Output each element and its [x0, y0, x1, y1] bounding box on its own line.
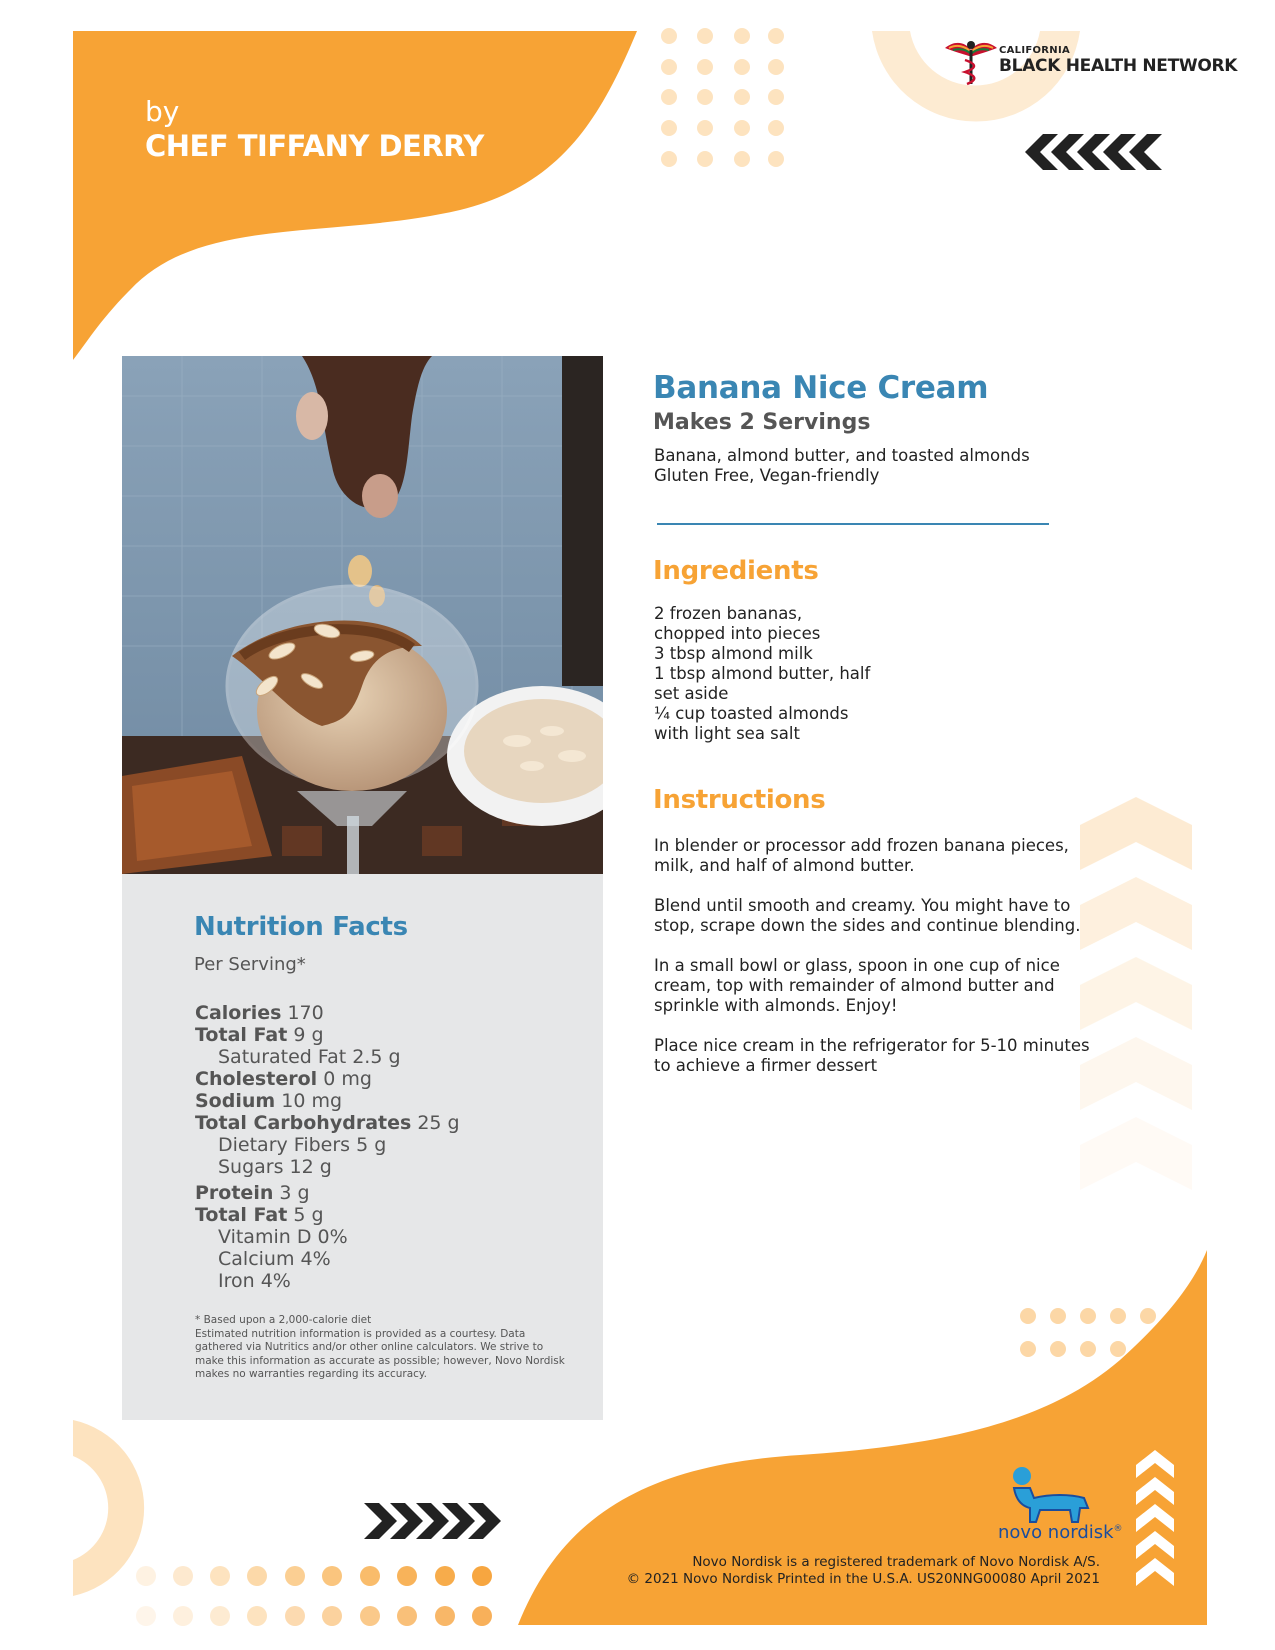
- nutrition-label: Total Fat: [195, 1024, 288, 1046]
- nutrition-row: [195, 1182, 595, 1204]
- nutrition-row: [195, 1248, 595, 1270]
- nutrition-row: [195, 1024, 595, 1046]
- instruction-line: Place nice cream in the refrigerator for 5-10 minutes: [654, 1036, 1090, 1055]
- instruction-line: milk, and half of almond butter.: [654, 856, 915, 875]
- instruction-step: [654, 896, 1094, 936]
- nutrition-row: [195, 1002, 595, 1024]
- nutrition-row: [195, 1112, 595, 1134]
- ingredient-line: set aside: [654, 684, 729, 703]
- recipe-description: [654, 446, 1030, 486]
- footnote-line: * Based upon a 2,000-calorie diet: [195, 1314, 372, 1326]
- instruction-step: [654, 956, 1094, 1016]
- legal-line: © 2021 Novo Nordisk Printed in the U.S.A. US20NNG00080 April 2021: [626, 1571, 1100, 1587]
- byline-by: by: [145, 95, 180, 128]
- nutrition-row: [195, 1068, 595, 1090]
- footnote-line: makes no warranties regarding its accuracy.: [195, 1368, 427, 1380]
- nutrition-value: 3 g: [279, 1182, 310, 1204]
- footnote-line: make this information as accurate as possible; however, Novo Nordisk: [195, 1354, 565, 1367]
- nutrition-value: 5 g: [293, 1204, 324, 1226]
- fading-chevrons-right: [1080, 797, 1192, 1190]
- nutrition-value: Vitamin D 0%: [218, 1226, 348, 1248]
- chef-name: CHEF TIFFANY DERRY: [145, 129, 484, 163]
- instructions-heading: Instructions: [653, 785, 826, 815]
- nutrition-title: Nutrition Facts: [194, 912, 408, 942]
- instructions-list: [654, 836, 1094, 1096]
- ingredient-line: 3 tbsp almond milk: [654, 644, 813, 663]
- recipe-photo: [122, 356, 603, 874]
- ingredient-line: 1 tbsp almond butter, half: [654, 664, 871, 683]
- nutrition-value: Calcium 4%: [218, 1248, 331, 1270]
- nutrition-row: [195, 1134, 595, 1156]
- ingredient-line: with light sea salt: [654, 724, 800, 743]
- nutrition-label: Total Carbohydrates: [195, 1112, 412, 1134]
- registered-mark: ®: [1113, 1524, 1123, 1534]
- nutrition-value: Sugars 12 g: [218, 1156, 332, 1178]
- nutrition-panel: [122, 874, 603, 1420]
- description-line: Gluten Free, Vegan-friendly: [654, 466, 880, 485]
- chevrons-left-icon: [1025, 134, 1162, 170]
- instruction-step: [654, 836, 1094, 876]
- nutrition-per-serving: Per Serving*: [194, 954, 306, 975]
- nutrition-value: Saturated Fat 2.5 g: [218, 1046, 401, 1068]
- instruction-line: stop, scrape down the sides and continue blending.: [654, 916, 1081, 935]
- nutrition-row: [195, 1270, 595, 1292]
- instruction-line: to achieve a firmer dessert: [654, 1056, 878, 1075]
- novo-nordisk-wordmark: [998, 1522, 1123, 1543]
- nutrition-label: Sodium: [195, 1090, 276, 1112]
- cbhn-line2: BLACK HEALTH NETWORK: [999, 56, 1238, 76]
- chevrons-right-icon: [364, 1503, 501, 1539]
- nutrition-list: [195, 998, 595, 1292]
- nutrition-row: [195, 1204, 595, 1226]
- ingredient-line: ¼ cup toasted almonds: [654, 704, 849, 723]
- nutrition-value: 170: [287, 1002, 324, 1024]
- top-dots: [661, 28, 784, 167]
- novo-nordisk-bull-icon: [1000, 1464, 1100, 1526]
- nutrition-value: 9 g: [293, 1024, 324, 1046]
- footer-legal: [627, 1554, 1100, 1588]
- nutrition-footnote: [195, 1314, 585, 1382]
- nutrition-value: Iron 4%: [218, 1270, 291, 1292]
- ingredients-list: [654, 604, 870, 744]
- novo-nordisk-logo: [990, 1464, 1123, 1544]
- bottom-left-ring: [73, 1420, 144, 1596]
- instruction-line: sprinkle with almonds. Enjoy!: [654, 996, 898, 1015]
- instruction-line: cream, top with remainder of almond butter and: [654, 976, 1055, 995]
- recipe-servings: Makes 2 Servings: [653, 410, 871, 435]
- footnote-line: gathered via Nutritics and/or other online calculators. We strive to: [195, 1341, 544, 1353]
- ingredient-line: 2 frozen bananas,: [654, 604, 803, 623]
- cbhn-line1: CALIFORNIA: [999, 45, 1071, 56]
- brand-name: novo nordisk: [998, 1522, 1114, 1543]
- cbhn-logo: [943, 36, 1238, 92]
- nutrition-value: 0 mg: [323, 1068, 372, 1090]
- ingredients-heading: Ingredients: [653, 556, 819, 586]
- bottom-dots-left: [136, 1566, 492, 1626]
- nutrition-value: 25 g: [417, 1112, 460, 1134]
- instruction-step: [654, 1036, 1094, 1076]
- nutrition-label: Cholesterol: [195, 1068, 318, 1090]
- description-line: Banana, almond butter, and toasted almonds: [654, 446, 1030, 465]
- nutrition-label: Calories: [195, 1002, 282, 1024]
- footnote-line: Estimated nutrition information is provided as a courtesy. Data: [195, 1327, 526, 1340]
- legal-line: Novo Nordisk is a registered trademark of Novo Nordisk A/S.: [692, 1554, 1100, 1570]
- nutrition-row: [195, 1090, 595, 1112]
- ingredient-line: chopped into pieces: [654, 624, 821, 643]
- section-divider: [657, 523, 1049, 525]
- nutrition-row: [195, 1226, 595, 1248]
- top-orange-wave: [73, 31, 637, 360]
- byline: [145, 96, 484, 164]
- nutrition-label: Total Fat: [195, 1204, 288, 1226]
- nutrition-row: [195, 1046, 595, 1068]
- nutrition-label: Protein: [195, 1182, 274, 1204]
- instruction-line: In a small bowl or glass, spoon in one cup of nice: [654, 956, 1060, 975]
- nutrition-value: Dietary Fibers 5 g: [218, 1134, 387, 1156]
- nutrition-value: 10 mg: [281, 1090, 343, 1112]
- cbhn-caduceus-icon: [943, 36, 999, 92]
- recipe-title: Banana Nice Cream: [653, 370, 989, 406]
- nutrition-row: [195, 1156, 595, 1178]
- instruction-line: In blender or processor add frozen banana pieces,: [654, 836, 1069, 855]
- instruction-line: Blend until smooth and creamy. You might have to: [654, 896, 1071, 915]
